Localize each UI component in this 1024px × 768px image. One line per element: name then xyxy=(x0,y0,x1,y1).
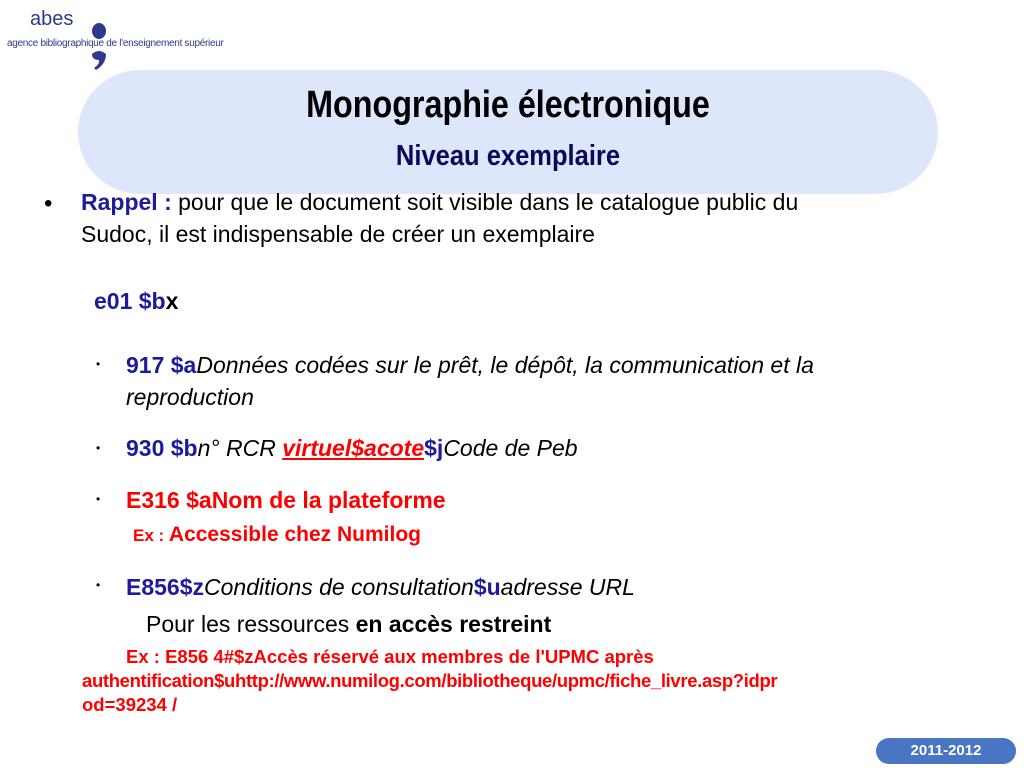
item-e856-desc-1: Conditions de consultation xyxy=(204,574,474,600)
item-917-desc-2: reproduction xyxy=(126,384,254,410)
rappel-label: Rappel : xyxy=(81,189,172,215)
item-e316-ex-value: Accessible chez Numilog xyxy=(168,523,421,546)
item-930-link: virtuel$acote xyxy=(282,435,425,461)
logo-wordmark: abes xyxy=(30,8,74,30)
item-e856-example-3: od=39234 / xyxy=(82,694,178,715)
item-917-code: 917 $a xyxy=(126,352,197,378)
bullet-icon: • xyxy=(96,578,101,592)
item-e856-example-2: authentification$uhttp://www.numilog.com/bibliotheque/upmc/fiche_livre.asp?idpr xyxy=(82,670,778,691)
item-e856-note-prefix: Pour les ressources xyxy=(146,611,356,637)
logo-subtitle: agence bibliographique de l'enseignement supérieur xyxy=(7,38,224,49)
bullet-icon: • xyxy=(96,492,101,506)
item-917-desc-1: Données codées sur le prêt, le dépôt, la communication et la xyxy=(196,352,814,378)
item-e856-code-2: $u xyxy=(473,574,501,600)
item-e856-example-1: Ex : E856 4#$zAccès réservé aux membres de l'UPMC après xyxy=(126,646,654,667)
item-e316 xyxy=(126,484,446,516)
item-e316-example xyxy=(133,521,421,550)
item-e316-ex-label: Ex : xyxy=(133,526,169,545)
item-e856-code: E856$z xyxy=(126,574,205,600)
item-e856-example xyxy=(82,645,1022,717)
rappel-paragraph xyxy=(81,186,1001,250)
item-930-code-2: $j xyxy=(424,435,444,461)
slide-subtitle: Niveau exemplaire xyxy=(395,140,621,172)
rappel-text-2: Sudoc, il est indispensable de créer un exemplaire xyxy=(81,221,595,247)
bullet-icon: • xyxy=(96,441,101,455)
item-917 xyxy=(126,349,1006,413)
item-930 xyxy=(126,432,578,464)
e01-value: x xyxy=(165,288,179,314)
item-930-desc-1: n° RCR xyxy=(197,435,283,461)
bullet-icon: • xyxy=(44,190,53,217)
e01-code: e01 $b xyxy=(94,288,166,314)
item-e856-desc-2: adresse URL xyxy=(500,574,635,600)
item-930-code: 930 $b xyxy=(126,435,198,461)
bullet-icon: • xyxy=(96,357,101,371)
e01-line xyxy=(94,285,178,317)
item-e856-note-bold: en accès restreint xyxy=(355,611,552,637)
item-e856 xyxy=(126,571,635,603)
item-e856-note xyxy=(146,608,551,640)
rappel-text-1: pour que le document soit visible dans le catalogue public du xyxy=(178,189,799,215)
item-e316-text: E316 $aNom de la plateforme xyxy=(126,487,446,513)
slide-title: Monographie électronique xyxy=(306,84,710,126)
item-930-desc-2: Code de Peb xyxy=(443,435,578,461)
year-badge: 2011-2012 xyxy=(876,738,1016,764)
